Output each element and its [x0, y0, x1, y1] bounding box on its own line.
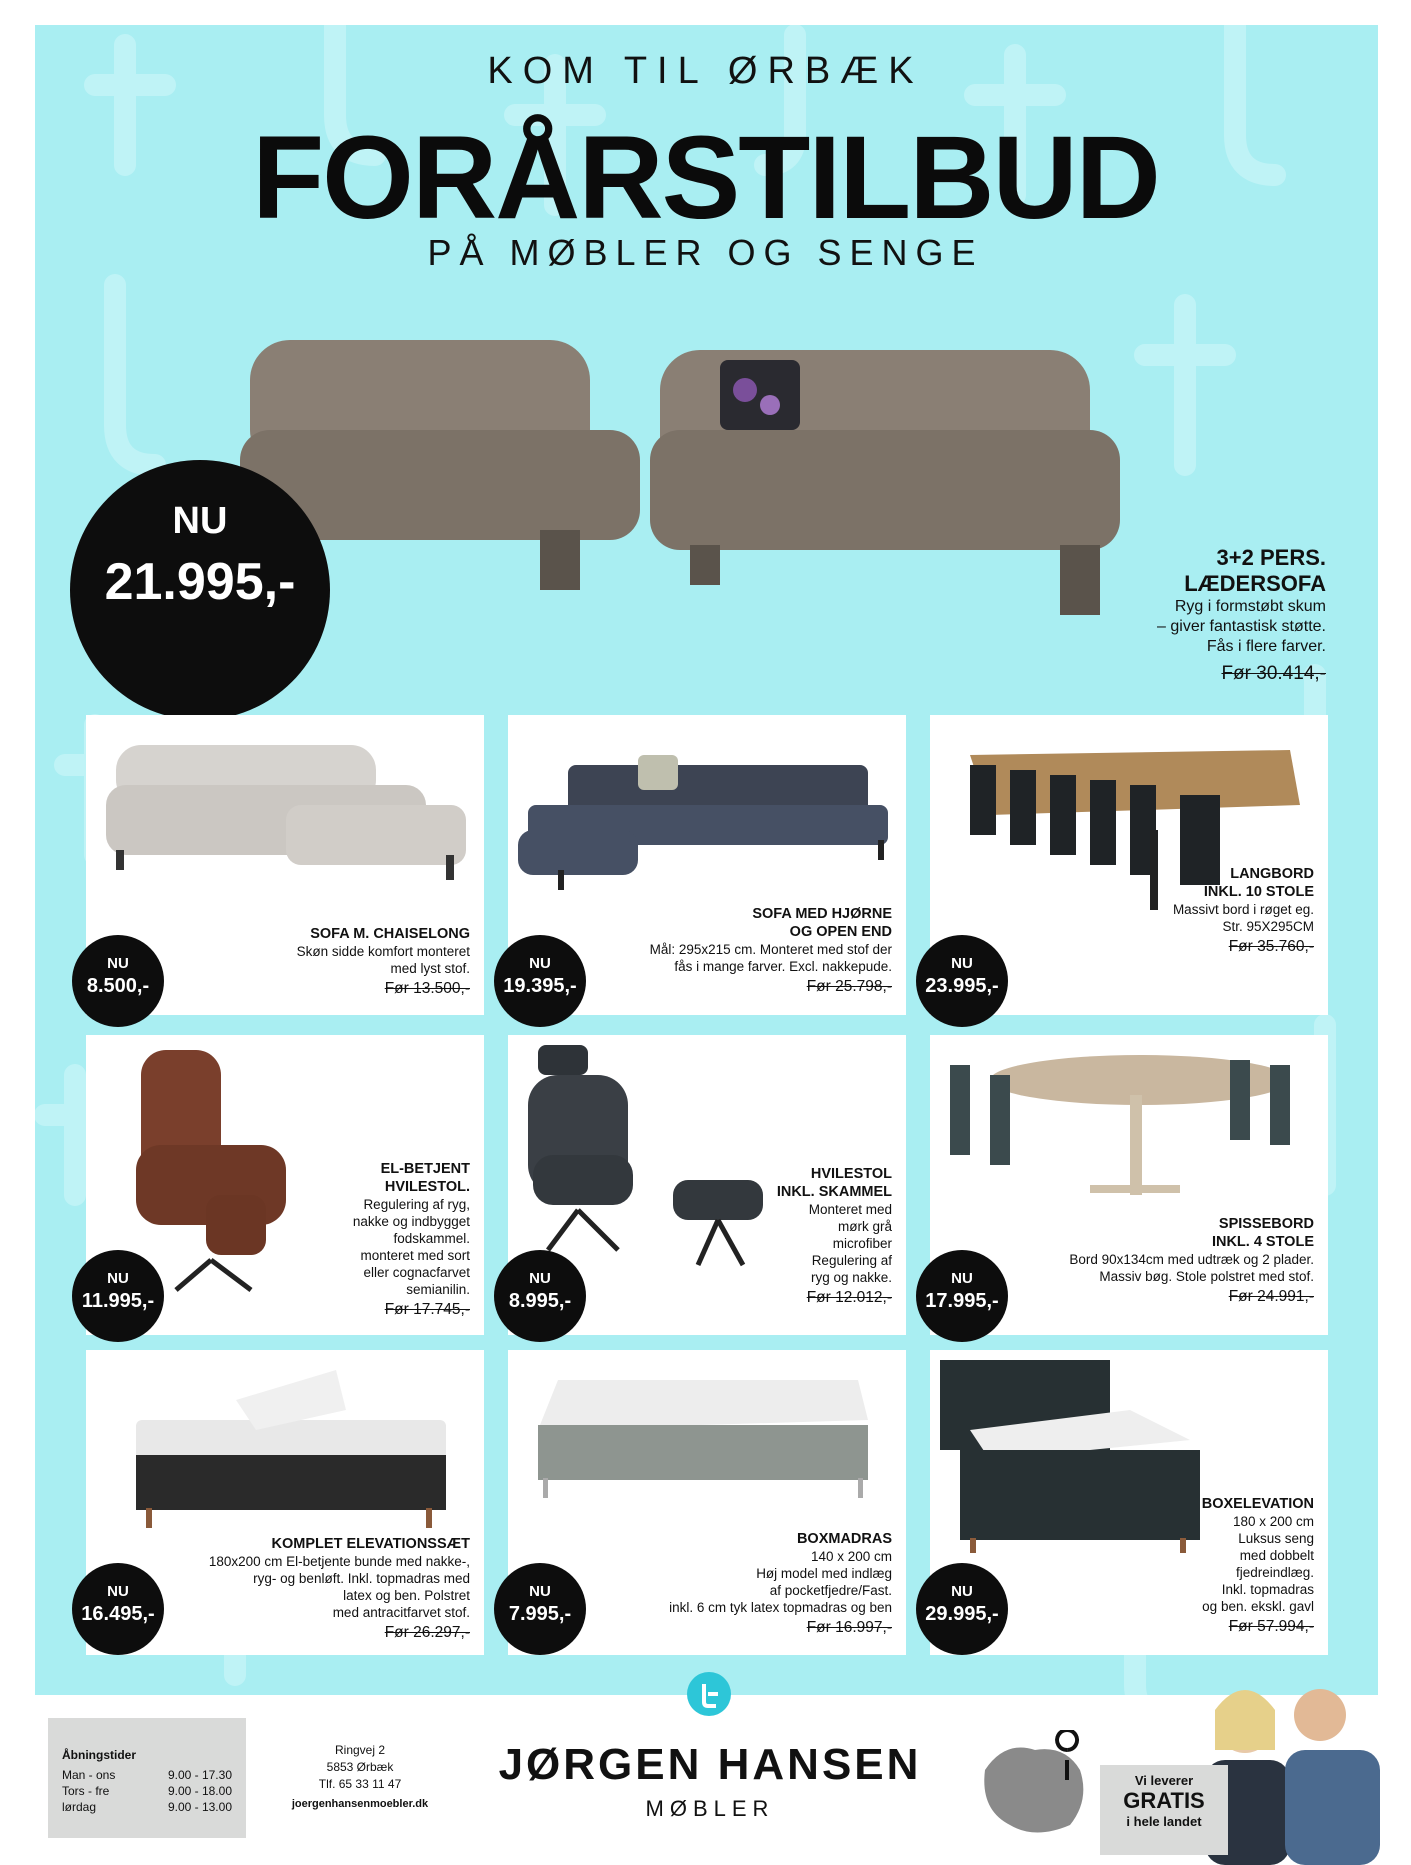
elevation-set-text [170, 1535, 470, 1642]
product-title: INKL. 10 STOLE [1203, 884, 1314, 900]
product-desc: microfiber [832, 1236, 892, 1251]
product-old-price: Før 25.798,- [806, 978, 892, 995]
website-link[interactable]: joergenhansenmoebler.dk [291, 1798, 429, 1810]
header-kicker: KOM TIL ØRBÆK [487, 50, 924, 92]
product-desc: fås i mange farver. Excl. nakkepude. [674, 959, 892, 974]
brand-name: JØRGEN HANSEN [498, 1740, 922, 1789]
hours-day: lørdag [62, 1800, 97, 1814]
product-old-price: Før 12.012,- [806, 1289, 892, 1306]
header-subtitle: PÅ MØBLER OG SENGE [427, 232, 984, 273]
hours-time: 9.00 - 13.00 [167, 1800, 232, 1814]
product-desc: og ben. ekskl. gavl [1202, 1599, 1314, 1614]
product-desc: ryg og nakke. [810, 1270, 892, 1285]
brand-sub: MØBLER [645, 1796, 775, 1821]
product-desc: Skøn sidde komfort monteret [296, 944, 470, 959]
brand-logo-icon [687, 1672, 731, 1716]
product-old-price: Før 17.745,- [384, 1301, 470, 1318]
hero-text [1026, 545, 1326, 685]
product-desc: 180 x 200 cm [1232, 1514, 1314, 1529]
product-title: HVILESTOL. [384, 1179, 470, 1195]
long-table-text [1064, 865, 1314, 956]
badge-price: 29.995,- [925, 1603, 999, 1625]
deliver-line-3: i hele landet [1126, 1814, 1202, 1829]
hero-desc-3: Fås i flere farver. [1206, 638, 1326, 655]
badge-price: 8.500,- [86, 975, 150, 997]
store-address [270, 1742, 450, 1813]
product-desc: Monteret med [808, 1202, 892, 1217]
logo-mark-icon [687, 1672, 731, 1716]
badge-price: 8.995,- [508, 1290, 572, 1312]
product-desc: Luksus seng [1238, 1531, 1314, 1546]
product-old-price: Før 26.297,- [384, 1624, 470, 1641]
page-title: FORÅRSTILBUD [252, 112, 1159, 244]
badge-price: 19.395,- [503, 975, 577, 997]
opening-hours [48, 1718, 246, 1838]
badge-nu: NU [951, 1583, 973, 1600]
product-title: SOFA M. CHAISELONG [310, 926, 470, 942]
hero-title-2: LÆDERSOFA [1184, 571, 1326, 596]
product-desc: Regulering af ryg, [363, 1197, 470, 1212]
hero-old-price: Før 30.414,- [1221, 663, 1326, 684]
deliver-line-1: Vi leverer [1134, 1773, 1194, 1788]
product-title: OG OPEN END [789, 924, 892, 940]
product-desc: ryg- og benløft. Inkl. topmadras med [253, 1571, 470, 1586]
product-desc: Bord 90x134cm med udtræk og 2 plader. [1069, 1252, 1314, 1267]
badge-price: 7.995,- [508, 1603, 572, 1625]
badge-nu: NU [107, 955, 129, 972]
product-title: LANGBORD [1230, 866, 1314, 882]
brand-wordmark [480, 1740, 940, 1822]
price-badge-recliner [72, 1250, 164, 1342]
badge-nu: NU [529, 1270, 551, 1287]
price-badge-dining-set [916, 1250, 1008, 1342]
hours-time: 9.00 - 17.30 [167, 1768, 232, 1782]
product-title: BOXMADRAS [796, 1531, 892, 1547]
island-map-icon [975, 1730, 1095, 1840]
product-title: EL-BETJENT [380, 1161, 470, 1177]
price-badge-corner-sofa [494, 935, 586, 1027]
hours-row [62, 1800, 232, 1814]
recliner-text [220, 1160, 470, 1319]
price-badge-elevation-set [72, 1563, 164, 1655]
phone: Tlf. 65 33 11 47 [318, 1777, 402, 1791]
product-title: SPISSEBORD [1218, 1216, 1314, 1232]
hours-title: Åbningstider [62, 1748, 136, 1762]
product-desc: af pocketfjedre/Fast. [769, 1583, 892, 1598]
badge-price: 17.995,- [925, 1290, 999, 1312]
product-desc: Regulering af [811, 1253, 892, 1268]
hours-day: Tors - fre [62, 1784, 110, 1798]
address-line: 5853 Ørbæk [326, 1760, 394, 1774]
product-desc: nakke og indbygget [352, 1214, 470, 1229]
free-delivery-box [1100, 1765, 1228, 1855]
corner-sofa-text [642, 905, 892, 996]
product-desc: 140 x 200 cm [810, 1549, 892, 1564]
boxmadras-text [592, 1530, 892, 1637]
product-desc: Massivt bord i røget eg. [1172, 902, 1314, 917]
product-desc: med dobbelt [1239, 1548, 1314, 1563]
badge-nu: NU [107, 1583, 129, 1600]
product-title: BOXELEVATION [1201, 1496, 1314, 1512]
product-desc: monteret med sort [360, 1248, 470, 1263]
price-badge-long-table [916, 935, 1008, 1027]
price-badge-lounge-chair [494, 1250, 586, 1342]
product-old-price: Før 57.994,- [1228, 1618, 1314, 1635]
hero-title-1: 3+2 PERS. [1216, 545, 1326, 570]
product-desc: inkl. 6 cm tyk latex topmadras og ben [669, 1600, 892, 1615]
badge-nu: NU [951, 1270, 973, 1287]
hero-badge-price: 21.995,- [104, 553, 296, 611]
product-desc: semianilin. [406, 1282, 470, 1297]
dining-set-text [1064, 1215, 1314, 1306]
hero-price-badge [70, 460, 330, 720]
product-title: INKL. 4 STOLE [1211, 1234, 1314, 1250]
lounge-chair-text [642, 1165, 892, 1307]
product-old-price: Før 16.997,- [806, 1619, 892, 1636]
hours-time: 9.00 - 18.00 [167, 1784, 232, 1798]
price-badge-chaiselong [72, 935, 164, 1027]
product-desc: Str. 95X295CM [1222, 919, 1314, 934]
product-desc: med lyst stof. [390, 961, 470, 976]
badge-nu: NU [529, 955, 551, 972]
product-desc: eller cognacfarvet [363, 1265, 470, 1280]
hours-row [62, 1768, 232, 1782]
price-badge-boxmadras [494, 1563, 586, 1655]
product-desc: mørk grå [838, 1219, 892, 1234]
product-desc: fodskammel. [393, 1231, 470, 1246]
product-title: KOMPLET ELEVATIONSSÆT [271, 1536, 470, 1552]
product-desc: Mål: 295x215 cm. Monteret med stof der [649, 942, 892, 957]
product-desc: latex og ben. Polstret [343, 1588, 470, 1603]
badge-nu: NU [529, 1583, 551, 1600]
product-desc: med antracitfarvet stof. [332, 1605, 470, 1620]
hours-day: Man - ons [62, 1768, 116, 1782]
product-desc: 180x200 cm El-betjente bunde med nakke-, [208, 1554, 470, 1569]
badge-nu: NU [951, 955, 973, 972]
chaiselong-text [220, 925, 470, 998]
product-old-price: Før 35.760,- [1228, 938, 1314, 955]
product-old-price: Før 24.991,- [1228, 1288, 1314, 1305]
product-desc: fjedreindlæg. [1235, 1565, 1314, 1580]
badge-nu: NU [107, 1270, 129, 1287]
product-desc: Massiv bøg. Stole polstret med stof. [1099, 1269, 1314, 1284]
product-title: INKL. SKAMMEL [776, 1184, 892, 1200]
hero-badge-nu: NU [172, 500, 228, 542]
product-title: HVILESTOL [810, 1166, 892, 1182]
price-badge-boxelevation [916, 1563, 1008, 1655]
product-desc: Inkl. topmadras [1221, 1582, 1314, 1597]
hero-desc-1: Ryg i formstøbt skum [1174, 598, 1326, 615]
badge-price: 16.495,- [81, 1603, 155, 1625]
deliver-line-2: GRATIS [1123, 1788, 1205, 1813]
hero-desc-2: – giver fantastisk støtte. [1157, 618, 1326, 635]
hours-row [62, 1784, 232, 1798]
boxelevation-text [1134, 1495, 1314, 1636]
product-desc: Høj model med indlæg [756, 1566, 892, 1581]
badge-price: 23.995,- [925, 975, 999, 997]
badge-price: 11.995,- [81, 1290, 155, 1312]
product-old-price: Før 13.500,- [384, 980, 470, 997]
address-line: Ringvej 2 [334, 1743, 386, 1757]
product-title: SOFA MED HJØRNE [752, 906, 892, 922]
